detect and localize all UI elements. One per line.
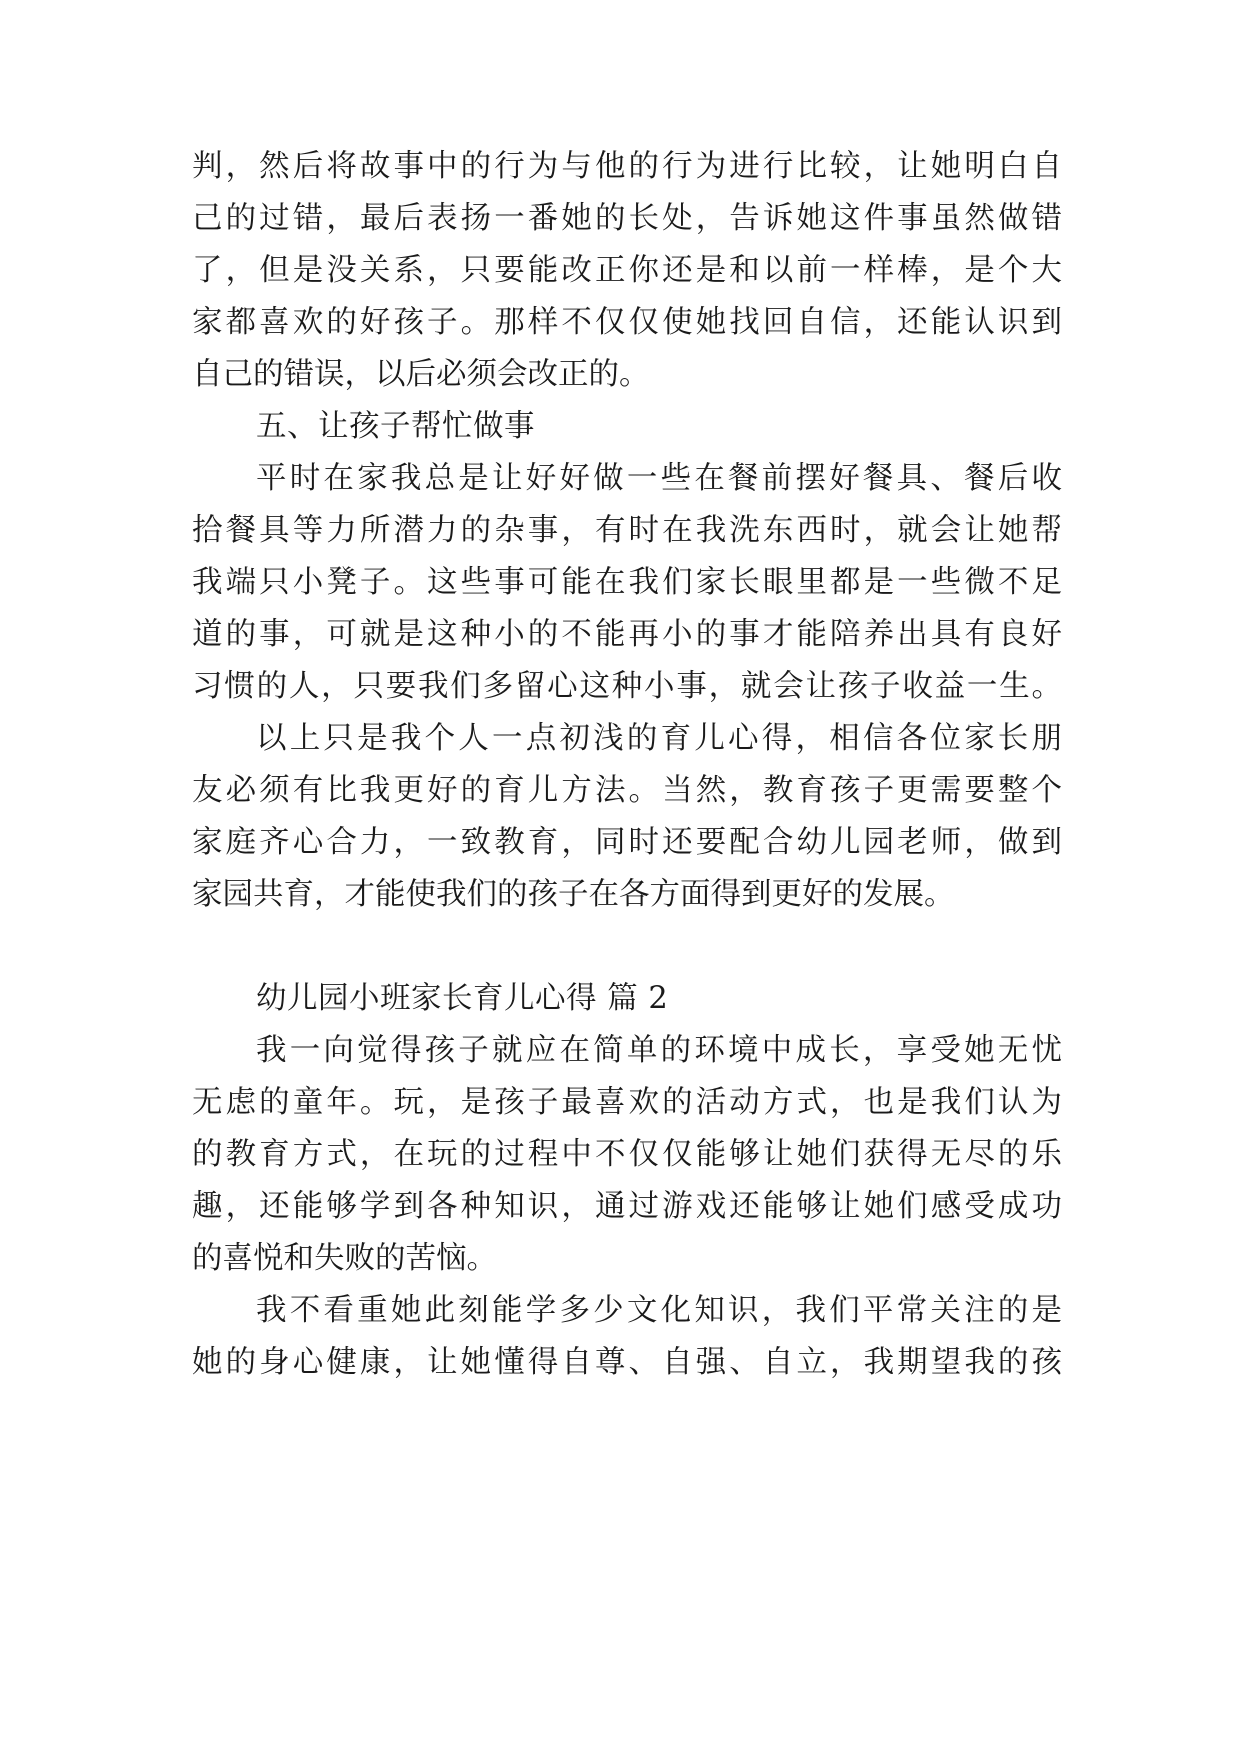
text-line: 家都喜欢的好孩子。那样不仅仅使她找回自信，还能认识到 bbox=[192, 305, 1062, 340]
text-line: 习惯的人，只要我们多留心这种小事，就会让孩子收益一生。 bbox=[192, 669, 1062, 704]
text-line: 家庭齐心合力，一致教育，同时还要配合幼儿园老师，做到 bbox=[192, 825, 1062, 860]
text-line: 道的事，可就是这种小的不能再小的事才能陪养出具有良好 bbox=[192, 617, 1062, 652]
paragraph-first-line: 以上只是我个人一点初浅的育儿心得，相信各位家长朋 bbox=[256, 721, 1062, 756]
text-line: 趣，还能够学到各种知识，通过游戏还能够让她们感受成功 bbox=[192, 1189, 1062, 1224]
text-line: 家园共育，才能使我们的孩子在各方面得到更好的发展。 bbox=[192, 877, 955, 912]
text-line: 自己的错误，以后必须会改正的。 bbox=[192, 357, 650, 392]
text-line: 无虑的童年。玩，是孩子最喜欢的活动方式，也是我们认为 bbox=[192, 1085, 1062, 1120]
section-heading: 五、让孩子帮忙做事 bbox=[256, 409, 535, 444]
article-title: 幼儿园小班家长育儿心得 篇 2 bbox=[256, 981, 669, 1016]
paragraph-first-line: 平时在家我总是让好好做一些在餐前摆好餐具、餐后收 bbox=[256, 461, 1062, 496]
paragraph-first-line: 我一向觉得孩子就应在简单的环境中成长，享受她无忧 bbox=[256, 1033, 1062, 1068]
text-line: 拾餐具等力所潜力的杂事，有时在我洗东西时，就会让她帮 bbox=[192, 513, 1062, 548]
text-line: 了，但是没关系，只要能改正你还是和以前一样棒，是个大 bbox=[192, 253, 1062, 288]
text-line: 判，然后将故事中的行为与他的行为进行比较，让她明白自 bbox=[192, 149, 1062, 184]
text-line: 她的身心健康，让她懂得自尊、自强、自立，我期望我的孩 bbox=[192, 1345, 1062, 1380]
text-line: 的教育方式，在玩的过程中不仅仅能够让她们获得无尽的乐 bbox=[192, 1137, 1062, 1172]
text-line: 友必须有比我更好的育儿方法。当然，教育孩子更需要整个 bbox=[192, 773, 1062, 808]
text-line: 我端只小凳子。这些事可能在我们家长眼里都是一些微不足 bbox=[192, 565, 1062, 600]
text-line: 己的过错，最后表扬一番她的长处，告诉她这件事虽然做错 bbox=[192, 201, 1062, 236]
text-line: 的喜悦和失败的苦恼。 bbox=[192, 1241, 497, 1276]
paragraph-first-line: 我不看重她此刻能学多少文化知识，我们平常关注的是 bbox=[256, 1293, 1062, 1328]
